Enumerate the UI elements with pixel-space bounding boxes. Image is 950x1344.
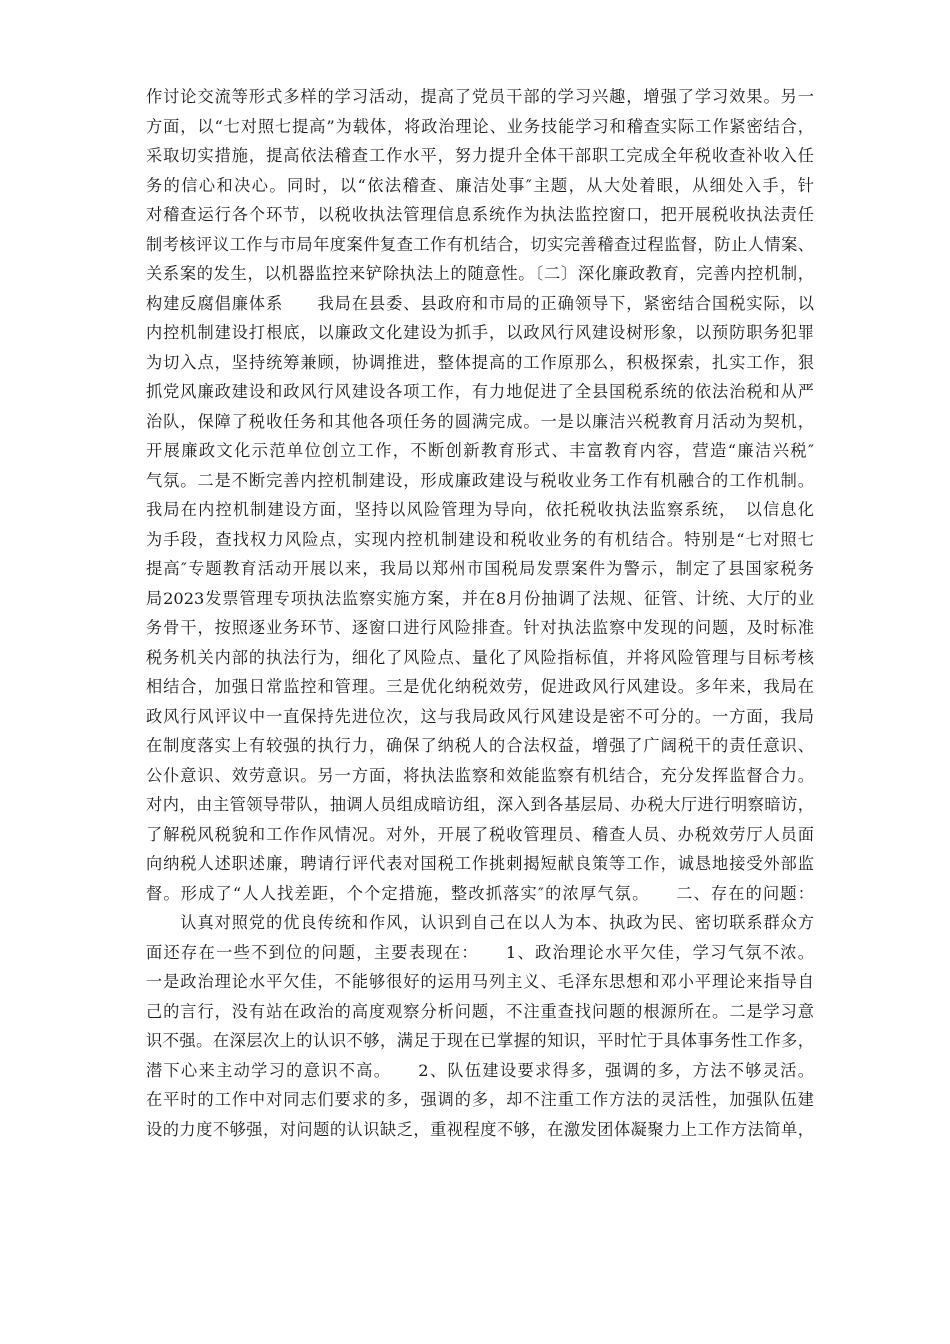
text-line: 治队，保障了税收任务和其他各项任务的圆满完成。一是以廉洁兴税教育月活动为契机， <box>146 411 814 431</box>
text-line: 关系案的发生，以机器监控来铲除执法上的随意性。〔二〕深化廉政教育，完善内控机制， <box>146 264 814 283</box>
text-line: 对内，由主管领导带队，抽调人员组成暗访组，深入到各基层局、办税大厅进行明察暗访， <box>146 795 814 814</box>
text-line: 税务机关内部的执法行为，细化了风险点、量化了风险指标值，并将风险管理与目标考核 <box>146 647 814 667</box>
text-line: 务的信心和决心。同时，以“依法稽查、廉洁处事″主题，从大处着眼，从细处入手，针 <box>146 175 814 195</box>
text-line: 识不强。在深层次上的认识不够，满足于现在已掌握的知识，平时忙于具体事务性工作多， <box>146 1031 814 1050</box>
text-line: 我局在内控机制建设方面，坚持以风险管理为导向，依托税收执法监察系统， 以信息化 <box>146 500 814 519</box>
text-line: 相结合，加强日常监控和管理。三是优化纳税效劳，促进政风行风建设。多年来，我局在 <box>146 677 814 696</box>
text-line: 提高″专题教育活动开展以来，我局以郑州市国税局发票案件为警示，制定了县国家税务 <box>146 559 814 578</box>
text-line: 面还存在一些不到位的问题，主要表现在： 1、政治理论水平欠佳，学习气氛不浓。 <box>146 942 814 962</box>
text-line: 潜下心来主动学习的意识不高。 2、队伍建设要求得多，强调的多，方法不够灵活。 <box>146 1060 814 1080</box>
text-line: 认真对照党的优良传统和作风，认识到自己在以人为本、执政为民、密切联系群众方 <box>146 913 814 932</box>
text-line: 在制度落实上有较强的执行力，确保了纳税人的合法权益，增强了广阔税干的责任意识、 <box>146 736 814 755</box>
text-line: 为切入点，坚持统筹兼顾，协调推进，整体提高的工作原那么，积极探索，扎实工作，狠 <box>146 352 814 372</box>
text-line: 制考核评议工作与市局年度案件复查工作有机结合，切实完善稽查过程监督，防止人情案、 <box>146 234 814 254</box>
text-line: 方面，以“七对照七提高”为载体，将政治理论、业务技能学习和稽查实际工作紧密结合， <box>146 116 814 136</box>
text-line: 己的言行，没有站在政治的高度观察分析问题，不注重查找问题的根源所在。二是学习意 <box>146 1001 814 1021</box>
text-line: 为手段，查找权力风险点，实现内控机制建设和税收业务的有机结合。特别是“七对照七 <box>146 529 814 549</box>
text-line: 抓党风廉政建设和政风行风建设各项工作，有力地促进了全县国税系统的依法治税和从严 <box>146 382 814 401</box>
text-line: 采取切实措施，提高依法稽查工作水平，努力提升全体干部职工完成全年税收查补收入任 <box>146 146 814 165</box>
text-line: 政风行风评议中一直保持先进位次，这与我局政风行风建设是密不可分的。一方面，我局 <box>146 706 814 726</box>
text-line: 一是政治理论水平欠佳，不能够很好的运用马列主义、毛泽东思想和邓小平理论来指导自 <box>146 972 814 991</box>
text-line: 开展廉政文化示范单位创立工作，不断创新教育形式、丰富教育内容，营造“廉洁兴税″ <box>146 441 814 460</box>
text-line: 对稽查运行各个环节，以税收执法管理信息系统作为执法监控窗口，把开展税收执法责任 <box>146 205 814 224</box>
text-line: 作讨论交流等形式多样的学习活动，提高了党员干部的学习兴趣，增强了学习效果。另一 <box>146 87 814 106</box>
text-line: 向纳税人述职述廉，聘请行评代表对国税工作挑刺揭短献良策等工作，诚恳地接受外部监 <box>146 854 814 873</box>
text-line: 了解税风税貌和工作作风情况。对外，开展了税收管理员、稽查人员、办税效劳厅人员面 <box>146 824 814 844</box>
text-line: 在平时的工作中对同志们要求的多，强调的多，却不注重工作方法的灵活性，加强队伍建 <box>146 1090 814 1109</box>
text-line: 督。形成了“人人找差距，个个定措施，整改抓落实″的浓厚气氛。 二、存在的问题： <box>146 883 814 903</box>
text-line: 设的力度不够强，对问题的认识缺乏，重视程度不够，在激发团体凝聚力上工作方法简单， <box>146 1119 814 1139</box>
text-line: 气氛。二是不断完善内控机制建设，形成廉政建设与税收业务工作有机融合的工作机制。 <box>146 470 814 490</box>
text-line: 构建反腐倡廉体系 我局在县委、县政府和市局的正确领导下，紧密结合国税实际，以 <box>146 293 814 313</box>
body-text <box>146 82 814 1144</box>
text-line: 公仆意识、效劳意识。另一方面，将执法监察和效能监察有机结合，充分发挥监督合力。 <box>146 765 814 785</box>
text-line: 务骨干，按照逐业务环节、逐窗口进行风险排查。针对执法监察中发现的问题，及时标准 <box>146 618 814 637</box>
text-line: 内控机制建设打根底，以廉政文化建设为抓手，以政风行风建设树形象，以预防职务犯罪 <box>146 323 814 342</box>
text-line: 局2023发票管理专项执法监察实施方案，并在8月份抽调了法规、征管、计统、大厅的业 <box>146 588 814 608</box>
